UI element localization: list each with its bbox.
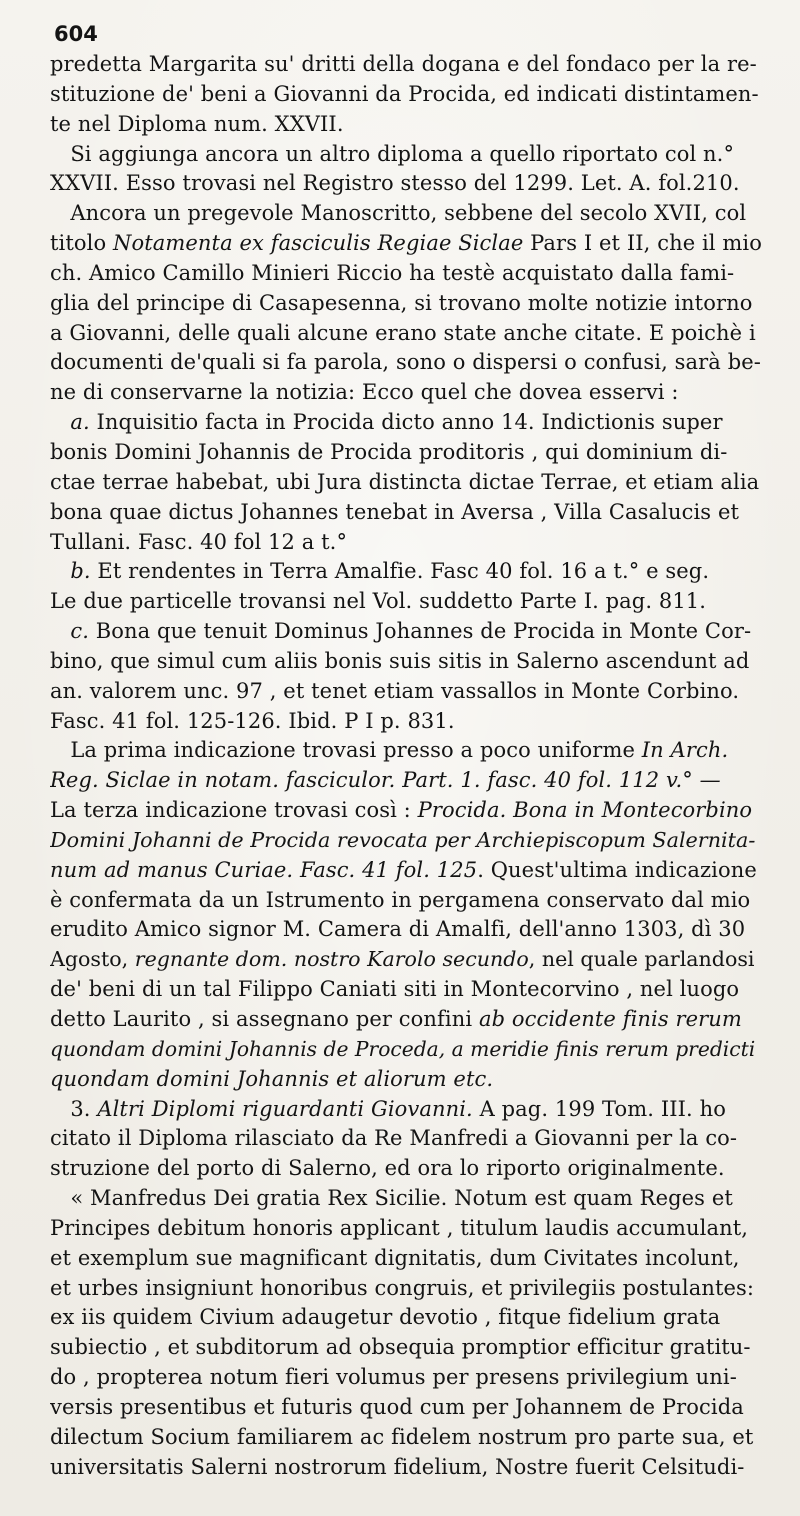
text-run: è confermata da un Istrumento in pergamena conservato dal mio bbox=[50, 887, 751, 912]
text-run: versis presentibus et futuris quod cum per Johannem de Procida bbox=[50, 1394, 744, 1419]
text-line bbox=[50, 1453, 762, 1483]
italic-text-run: In Arch. bbox=[641, 738, 729, 763]
italic-text-run: Altri Diplomi riguardanti Giovanni. bbox=[97, 1096, 473, 1121]
text-line bbox=[50, 1065, 762, 1095]
italic-text-run: Notamenta ex fasciculis Regiae Siclae bbox=[112, 231, 524, 256]
text-line bbox=[50, 229, 762, 259]
text-line bbox=[50, 1184, 762, 1214]
text-run: ne di conservarne la notizia: Ecco quel che dovea esservi : bbox=[50, 380, 679, 405]
text-line bbox=[50, 707, 762, 737]
text-run: glia del principe di Casapesenna, si trovano molte notizie intorno bbox=[50, 290, 753, 315]
text-line bbox=[50, 1214, 762, 1244]
text-line bbox=[50, 1423, 762, 1453]
page-number: 604 bbox=[54, 22, 98, 46]
text-run bbox=[50, 619, 70, 643]
text-run: universitatis Salerni nostrorum fidelium, Nostre fuerit Celsitudi- bbox=[50, 1454, 745, 1479]
text-run: predetta Margarita su' dritti della dogana e del fondaco per la re- bbox=[50, 52, 757, 76]
text-line bbox=[50, 766, 762, 796]
text-line bbox=[50, 378, 762, 408]
text-run: « Manfredus Dei gratia Rex Sicilie. Notum est quam Reges et bbox=[50, 1186, 733, 1211]
text-line bbox=[50, 1035, 762, 1065]
body-text bbox=[50, 50, 762, 1483]
text-line bbox=[50, 975, 762, 1005]
text-line bbox=[50, 140, 762, 170]
text-line bbox=[50, 259, 762, 289]
text-line bbox=[50, 915, 762, 945]
text-run: ctae terrae habebat, ubi Jura distincta dictae Terrae, et etiam alia bbox=[50, 469, 760, 494]
text-line bbox=[50, 80, 762, 110]
text-run: Tullani. Fasc. 40 fol 12 a t.° bbox=[50, 529, 348, 554]
text-run: subiectio , et subditorum ad obsequia promptior efficitur gratitu- bbox=[50, 1335, 751, 1360]
text-run: Ancora un pregevole Manoscritto, sebbene del secolo XVII, col bbox=[50, 201, 747, 226]
text-run: Et rendentes in Terra Amalfie. Fasc 40 fol. 16 a t.° e seg. bbox=[90, 559, 710, 584]
text-run: et exemplum sue magnificant dignitatis, dum Civitates incolunt, bbox=[50, 1245, 740, 1270]
italic-text-run: regnante dom. nostro Karolo secundo bbox=[134, 947, 529, 972]
text-line bbox=[50, 1303, 762, 1333]
text-line bbox=[50, 677, 762, 707]
text-run: de' beni di un tal Filippo Caniati siti in Montecorvino , nel luogo bbox=[50, 977, 740, 1002]
text-run: dilectum Socium familiarem ac fidelem nostrum pro parte sua, et bbox=[50, 1424, 754, 1449]
text-run: et urbes insigniunt honoribus congruis, et privilegiis postulantes: bbox=[50, 1275, 755, 1300]
text-line bbox=[50, 1363, 762, 1393]
italic-text-run: Reg. Siclae in notam. fasciculor. Part. 1. fasc. 40 fol. 112 v.° — bbox=[50, 768, 721, 793]
text-run: Si aggiunga ancora un altro diploma a quello riportato col n.° bbox=[50, 141, 741, 166]
text-line bbox=[50, 1095, 762, 1125]
text-run: do , propterea notum fieri volumus per presens privilegium uni- bbox=[50, 1365, 737, 1390]
text-line bbox=[50, 289, 762, 319]
italic-text-run: num ad manus Curiae. Fasc. 41 fol. 125 bbox=[50, 857, 478, 882]
text-run: ex iis quidem Civium adaugetur devotio , fitque fidelium grata bbox=[50, 1305, 721, 1330]
italic-text-run: Domini Johanni de Procida revocata per Archiepiscopum Salernita- bbox=[50, 827, 756, 852]
text-line bbox=[50, 528, 762, 558]
text-line bbox=[50, 408, 762, 438]
text-line bbox=[50, 468, 762, 498]
text-run: La prima indicazione trovasi presso a poco uniforme bbox=[50, 738, 642, 763]
text-line bbox=[50, 50, 762, 80]
italic-text-run: Procida. Bona in Montecorbino bbox=[417, 798, 753, 823]
text-run: , nel quale parlandosi bbox=[528, 947, 755, 972]
text-line bbox=[50, 1333, 762, 1363]
italic-text-run: a. bbox=[70, 410, 90, 435]
text-run: . Quest'ultima indicazione bbox=[477, 857, 757, 882]
text-run: Fasc. 41 fol. 125-126. Ibid. P I p. 831. bbox=[50, 708, 455, 733]
text-line bbox=[50, 1274, 762, 1304]
text-line bbox=[50, 1124, 762, 1154]
text-line bbox=[50, 856, 762, 886]
italic-text-run: quondam domini Johannis de Proceda, a meridie finis rerum predicti bbox=[50, 1036, 756, 1061]
text-line bbox=[50, 796, 762, 826]
text-line bbox=[50, 736, 762, 766]
text-line bbox=[50, 945, 762, 975]
text-run: Pars I et II, che il mio bbox=[523, 231, 762, 256]
text-run: struzione del porto di Salerno, ed ora lo riporto originalmente. bbox=[50, 1156, 725, 1181]
text-line bbox=[50, 587, 762, 617]
text-line bbox=[50, 348, 762, 378]
italic-text-run: ab occidente finis rerum bbox=[478, 1007, 742, 1031]
text-run: Agosto, bbox=[50, 947, 135, 972]
text-run: La terza indicazione trovasi così : bbox=[50, 798, 418, 823]
text-line bbox=[50, 199, 762, 229]
text-run: citato il Diploma rilasciato da Re Manfredi a Giovanni per la co- bbox=[50, 1126, 738, 1151]
text-line bbox=[50, 1244, 762, 1274]
text-line bbox=[50, 498, 762, 528]
italic-text-run: c. bbox=[70, 619, 89, 644]
text-run: bonis Domini Johannis de Procida proditoris , qui dominium di- bbox=[50, 439, 728, 464]
text-run bbox=[50, 559, 70, 583]
text-line bbox=[50, 1154, 762, 1184]
text-line bbox=[50, 1393, 762, 1423]
italic-text-run: quondam domini Johannis et aliorum etc. bbox=[50, 1066, 494, 1091]
text-run: te nel Diploma num. XXVII. bbox=[50, 111, 344, 136]
text-run: an. valorem unc. 97 , et tenet etiam vassallos in Monte Corbino. bbox=[50, 678, 740, 703]
text-run: XXVII. Esso trovasi nel Registro stesso del 1299. Let. A. fol.210. bbox=[50, 171, 740, 196]
text-run: Bona que tenuit Dominus Johannes de Procida in Monte Cor- bbox=[88, 619, 752, 644]
text-run: bona quae dictus Johannes tenebat in Aversa , Villa Casalucis et bbox=[50, 499, 740, 524]
text-run: A pag. 199 Tom. III. ho bbox=[472, 1096, 726, 1121]
text-run: detto Laurito , si assegnano per confini bbox=[50, 1007, 479, 1031]
text-line bbox=[50, 110, 762, 140]
text-line bbox=[50, 169, 762, 199]
text-run bbox=[50, 410, 70, 434]
text-line bbox=[50, 826, 762, 856]
text-line bbox=[50, 1005, 762, 1035]
text-run: ch. Amico Camillo Minieri Riccio ha testè acquistato dalla fami- bbox=[50, 260, 735, 285]
text-line bbox=[50, 617, 762, 647]
text-run: Le due particelle trovansi nel Vol. suddetto Parte I. pag. 811. bbox=[50, 589, 707, 614]
text-line bbox=[50, 647, 762, 677]
text-line bbox=[50, 319, 762, 349]
text-line bbox=[50, 886, 762, 916]
text-run: erudito Amico signor M. Camera di Amalfi, dell'anno 1303, dì 30 bbox=[50, 917, 746, 942]
text-run: documenti de'quali si fa parola, sono o dispersi o confusi, sarà be- bbox=[50, 350, 761, 375]
text-run: 3. bbox=[50, 1096, 98, 1121]
text-run: Inquisitio facta in Procida dicto anno 14. Indictionis super bbox=[89, 410, 723, 435]
italic-text-run: b. bbox=[70, 559, 91, 584]
text-run: a Giovanni, delle quali alcune erano state anche citate. E poichè i bbox=[50, 320, 756, 345]
text-run: stituzione de' beni a Giovanni da Procida, ed indicati distintamen- bbox=[50, 81, 759, 106]
text-run: bino, que simul cum aliis bonis suis sitis in Salerno ascendunt ad bbox=[50, 648, 750, 673]
text-line bbox=[50, 438, 762, 468]
text-line bbox=[50, 557, 762, 587]
text-run: titolo bbox=[50, 231, 113, 256]
text-run: Principes debitum honoris applicant , titulum laudis accumulant, bbox=[50, 1215, 749, 1240]
